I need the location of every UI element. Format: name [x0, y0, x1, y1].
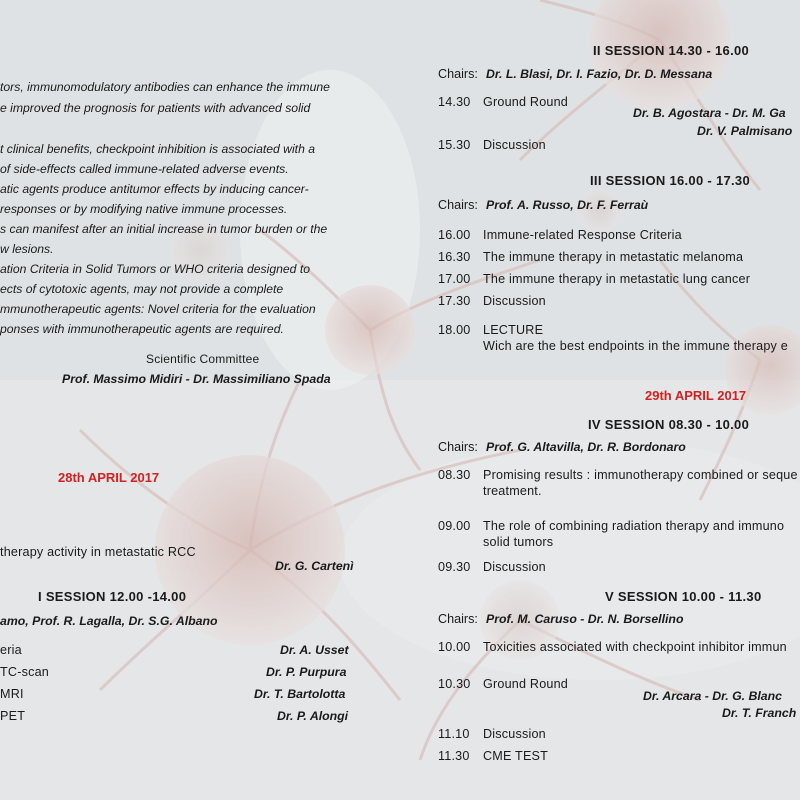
agenda-time: 16.30: [438, 250, 471, 264]
intro-line: t clinical benefits, checkpoint inhibition is associated with a: [0, 142, 316, 156]
intro-line: w lesions.: [0, 242, 54, 256]
agenda-title: Discussion: [483, 294, 546, 308]
session1-item-speaker: Dr. A. Usset: [280, 643, 349, 657]
agenda-title: The immune therapy in metastatic lung cancer: [483, 272, 751, 286]
session1-item-speaker: Dr. P. Alongi: [277, 709, 349, 723]
session1-item-title: MRI: [0, 687, 24, 701]
agenda-speaker: Dr. T. Franch: [722, 706, 797, 720]
intro-line: s can manifest after an initial increase in tumor burden or the: [0, 222, 328, 236]
session1-chairs: amo, Prof. R. Lagalla, Dr. S.G. Albano: [0, 614, 218, 628]
agenda-speaker: Dr. V. Palmisano: [697, 124, 793, 138]
agenda-title: Ground Round: [483, 677, 569, 691]
agenda-speaker: Dr. Arcara - Dr. G. Blanc: [643, 689, 782, 703]
session1-title: I SESSION 12.00 -14.00: [38, 589, 187, 604]
agenda-title-cont: solid tumors: [483, 535, 554, 549]
session3-title: III SESSION 16.00 - 17.30: [590, 173, 750, 188]
intro-line: e improved the prognosis for patients with advanced solid: [0, 101, 311, 115]
intro-line: atic agents produce antitumor effects by inducing cancer-: [0, 182, 309, 196]
session2-chairs: Dr. L. Blasi, Dr. I. Fazio, Dr. D. Messana: [486, 67, 713, 81]
agenda-time: 16.00: [438, 228, 471, 242]
session4-chairs: Prof. G. Altavilla, Dr. R. Bordonaro: [486, 440, 686, 454]
agenda-title: Discussion: [483, 138, 546, 152]
agenda-title: Discussion: [483, 560, 546, 574]
day1-talk-speaker: Dr. G. Cartenì: [275, 559, 354, 573]
session1-item-speaker: Dr. T. Bartolotta: [254, 687, 346, 701]
agenda-title: Discussion: [483, 727, 546, 741]
agenda-title: Ground Round: [483, 95, 569, 109]
day2-date: 29th APRIL 2017: [645, 388, 747, 403]
agenda-time: 10.00: [438, 640, 471, 654]
session5-chairs: Prof. M. Caruso - Dr. N. Borsellino: [486, 612, 684, 626]
session1-item-title: PET: [0, 709, 26, 723]
agenda-title-cont: treatment.: [483, 484, 542, 498]
agenda-time: 11.10: [438, 727, 470, 741]
agenda-time: 17.30: [438, 294, 471, 308]
agenda-subtitle: Wich are the best endpoints in the immune therapy e: [483, 339, 788, 353]
session5-title: V SESSION 10.00 - 11.30: [605, 589, 762, 604]
intro-line: tors, immunomodulatory antibodies can enhance the immune: [0, 80, 330, 94]
session2-title: II SESSION 14.30 - 16.00: [593, 43, 750, 58]
agenda-time: 14.30: [438, 95, 471, 109]
committee-names: Prof. Massimo Midiri - Dr. Massimiliano Spada: [62, 372, 331, 386]
session1-item-speaker: Dr. P. Purpura: [266, 665, 347, 679]
agenda-title: Promising results : immunotherapy combined or seque: [483, 468, 798, 482]
session4-title: IV SESSION 08.30 - 10.00: [588, 417, 750, 432]
session1-item-title: eria: [0, 643, 22, 657]
day1-talk-title: therapy activity in metastatic RCC: [0, 545, 196, 559]
agenda-title: LECTURE: [483, 323, 544, 337]
agenda-time: 09.00: [438, 519, 471, 533]
intro-line: ation Criteria in Solid Tumors or WHO criteria designed to: [0, 262, 310, 276]
session2-chairs-label: Chairs:: [438, 67, 478, 81]
session5-chairs-label: Chairs:: [438, 612, 478, 626]
agenda-time: 11.30: [438, 749, 470, 763]
agenda-title: The role of combining radiation therapy and immuno: [483, 519, 785, 533]
agenda-speaker: Dr. B. Agostara - Dr. M. Ga: [633, 106, 786, 120]
intro-line: responses or by modifying native immune processes.: [0, 202, 288, 216]
intro-line: mmunotherapeutic agents: Novel criteria for the evaluation: [0, 302, 316, 316]
day1-date: 28th APRIL 2017: [58, 470, 160, 485]
agenda-time: 17.00: [438, 272, 471, 286]
agenda-title: Toxicities associated with checkpoint inhibitor immun: [483, 640, 787, 654]
intro-line: of side-effects called immune-related adverse events.: [0, 162, 289, 176]
intro-line: ponses with immunotherapeutic agents are required.: [0, 322, 284, 336]
session4-chairs-label: Chairs:: [438, 440, 478, 454]
agenda-time: 10.30: [438, 677, 471, 691]
agenda-time: 18.00: [438, 323, 471, 337]
agenda-time: 09.30: [438, 560, 471, 574]
agenda-time: 08.30: [438, 468, 471, 482]
agenda-title: CME TEST: [483, 749, 549, 763]
agenda-time: 15.30: [438, 138, 471, 152]
agenda-title: The immune therapy in metastatic melanoma: [483, 250, 744, 264]
session1-item-title: TC-scan: [0, 665, 49, 679]
agenda-title: Immune-related Response Criteria: [483, 228, 682, 242]
session3-chairs-label: Chairs:: [438, 198, 478, 212]
committee-label: Scientific Committee: [146, 352, 260, 366]
intro-line: ects of cytotoxic agents, may not provide a complete: [0, 282, 284, 296]
session3-chairs: Prof. A. Russo, Dr. F. Ferraù: [486, 198, 649, 212]
